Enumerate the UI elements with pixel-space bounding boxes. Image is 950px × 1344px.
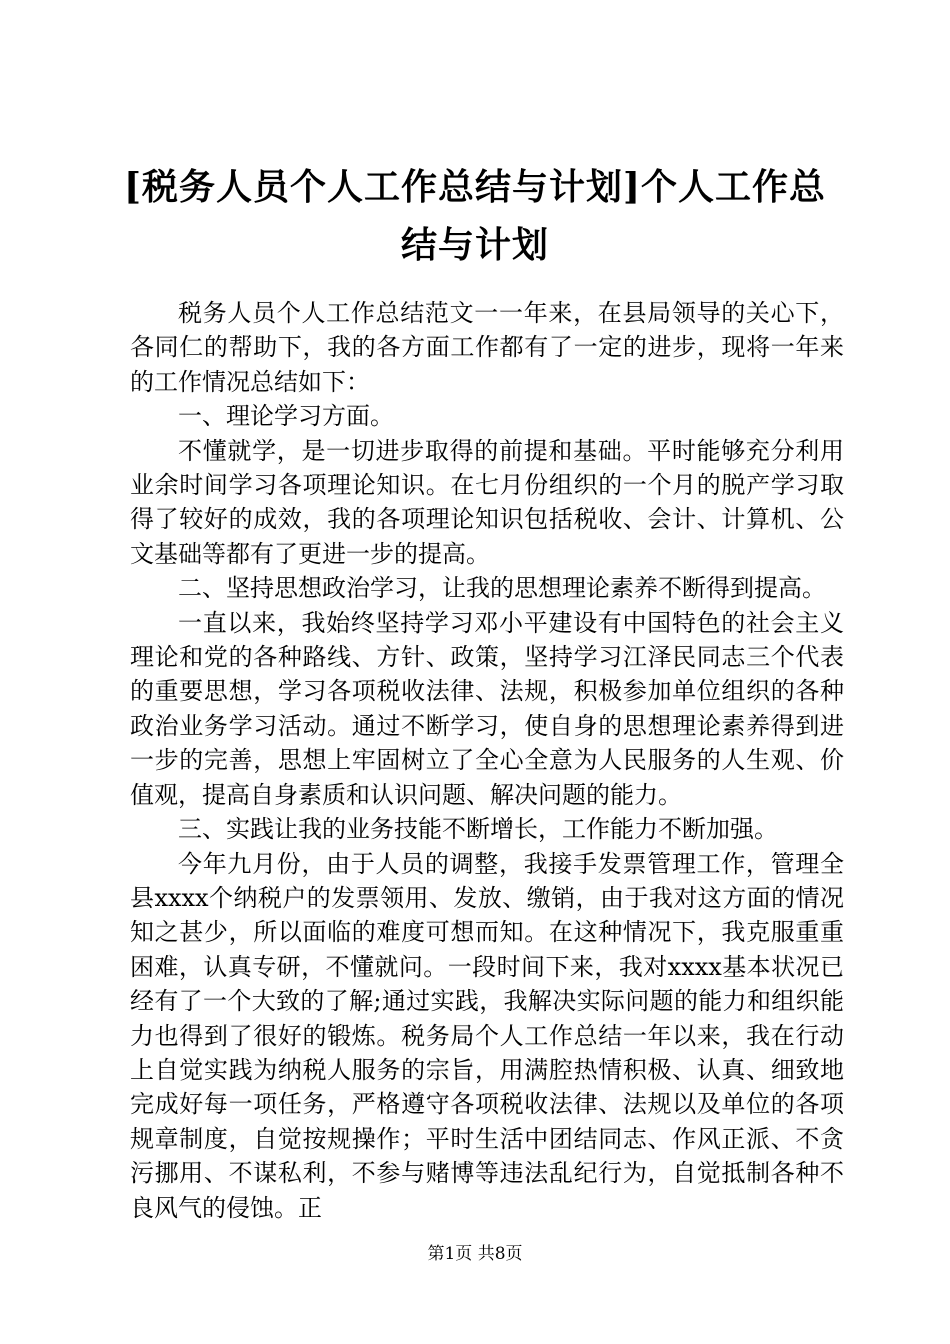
paragraph-intro: 税务人员个人工作总结范文一一年来，在县局领导的关心下，各同仁的帮助下，我的各方面工作都有了一定的进步，现将一年来的工作情况总结如下： xyxy=(130,299,844,396)
section-heading-2: 二、坚持思想政治学习，让我的思想理论素养不断得到提高。 xyxy=(178,574,826,603)
paragraph-political-study: 一直以来，我始终坚持学习邓小平建设有中国特色的社会主义理论和党的各种路线、方针、政策，坚持学习江泽民同志三个代表的重要思想，学习各项税收法律、法规，积极参加单位组织的各种政治业务学习活动。通过不断学习，使自身的思想理论素养得到进一步的完善，思想上牢固树立了全心全意为人民服务的人生观、价值观，提高自身素质和认识问题、解决问题的能力。 xyxy=(130,608,844,809)
page-number-footer: 第1页 共8页 xyxy=(427,1244,523,1264)
document-body xyxy=(130,296,844,1225)
section-heading-1: 一、理论学习方面。 xyxy=(178,402,394,431)
paragraph-practice: 今年九月份，由于人员的调整，我接手发票管理工作，管理全县xxxx个纳税户的发票领用、发放、缴销，由于我对这方面的情况知之甚少，所以面临的难度可想而知。在这种情况下，我克服重重困难，认真专研，不懂就问。一段时间下来，我对xxxx基本状况已经有了一个大致的了解;通过实践，我解决实际问题的能力和组织能力也得到了很好的锻炼。税务局个人工作总结一年以来，我在行动上自觉实践为纳税人服务的宗旨，用满腔热情积极、认真、细致地完成好每一项任务，严格遵守各项税收法律、法规以及单位的各项规章制度，自觉按规操作；平时生活中团结同志、作风正派、不贪污挪用、不谋私利，不参与赌博等违法乱纪行为，自觉抵制各种不良风气的侵蚀。正 xyxy=(130,849,844,1222)
paragraph-theory-study: 不懂就学，是一切进步取得的前提和基础。平时能够充分利用业余时间学习各项理论知识。在七月份组织的一个月的脱产学习取得了较好的成效，我的各项理论知识包括税收、会计、计算机、公文基础等都有了更进一步的提高。 xyxy=(130,436,844,568)
document-title: [税务人员个人工作总结与计划]个人工作总结与计划 xyxy=(123,166,827,266)
section-heading-3: 三、实践让我的业务技能不断增长，工作能力不断加强。 xyxy=(178,815,778,844)
